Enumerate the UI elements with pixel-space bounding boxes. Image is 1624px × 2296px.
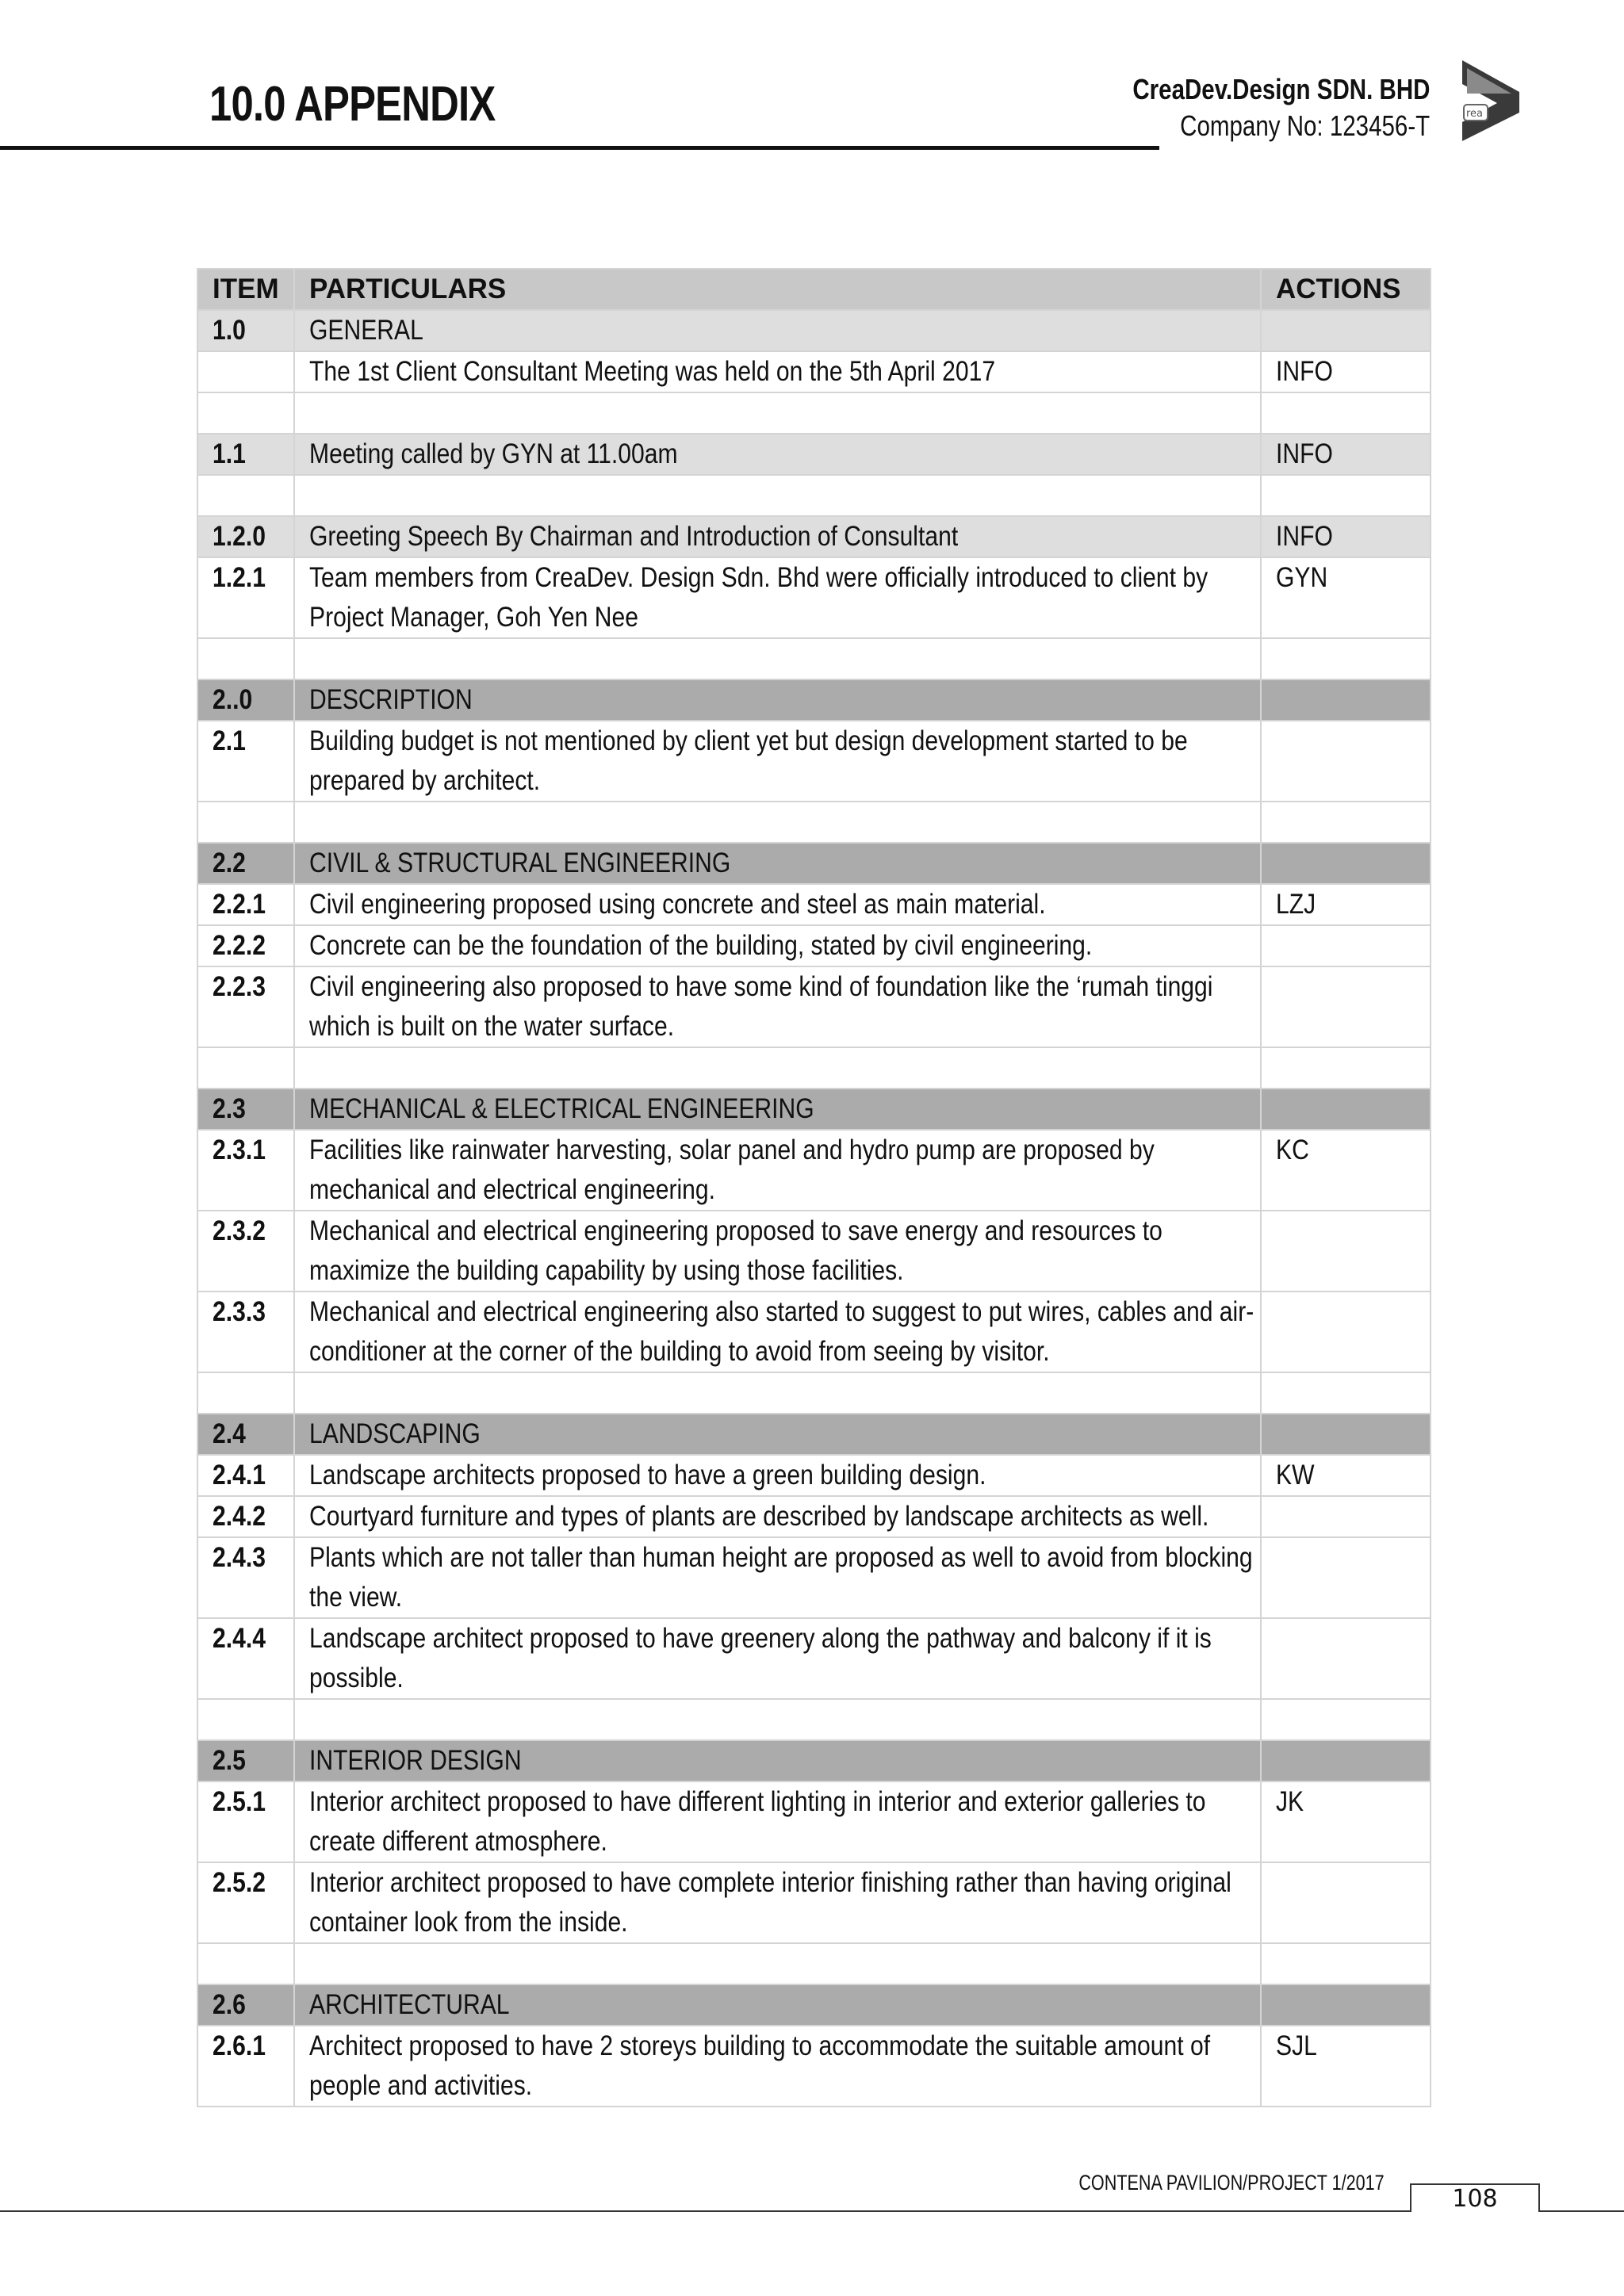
actions-cell: INFO xyxy=(1261,351,1431,392)
item-cell: 2.1 xyxy=(197,721,294,802)
actions-cell xyxy=(1261,925,1431,966)
actions-cell xyxy=(1261,1984,1431,2026)
particulars-cell: Civil engineering also proposed to have some kind of foundation like the ‘rumah tinggi which is built on the water surface. xyxy=(294,966,1261,1047)
page-number: 108 xyxy=(1452,2185,1498,2213)
item-cell: 2.4.1 xyxy=(197,1455,294,1496)
table-row xyxy=(197,1781,1431,1862)
item-cell: 2.3.3 xyxy=(197,1292,294,1372)
item-cell: 1.0 xyxy=(197,310,294,351)
table-spacer-row xyxy=(197,475,1431,516)
item-cell: 2..0 xyxy=(197,679,294,721)
actions-cell xyxy=(1261,1414,1431,1455)
table-row xyxy=(197,2026,1431,2107)
item-cell: 2.5 xyxy=(197,1740,294,1781)
actions-cell xyxy=(1261,392,1431,434)
table-row xyxy=(197,1740,1431,1781)
table-row xyxy=(197,1618,1431,1699)
item-cell: 2.2.2 xyxy=(197,925,294,966)
table-spacer-row xyxy=(197,392,1431,434)
actions-cell xyxy=(1261,1740,1431,1781)
item-cell: 2.6 xyxy=(197,1984,294,2026)
title-underline xyxy=(0,146,1159,150)
table-row xyxy=(197,679,1431,721)
particulars-cell: Greeting Speech By Chairman and Introduction of Consultant xyxy=(294,516,1261,557)
particulars-cell: Landscape architect proposed to have greenery along the pathway and balcony if it is possible. xyxy=(294,1618,1261,1699)
actions-cell xyxy=(1261,1292,1431,1372)
particulars-cell: Civil engineering proposed using concrete and steel as main material. xyxy=(294,884,1261,925)
particulars-cell: The 1st Client Consultant Meeting was held on the 5th April 2017 xyxy=(294,351,1261,392)
particulars-cell: LANDSCAPING xyxy=(294,1414,1261,1455)
item-cell: 2.2.1 xyxy=(197,884,294,925)
particulars-cell: DESCRIPTION xyxy=(294,679,1261,721)
item-cell: 2.3.1 xyxy=(197,1130,294,1211)
column-header-particulars: PARTICULARS xyxy=(294,269,1261,310)
logo-text: rea xyxy=(1466,108,1484,120)
particulars-cell: Interior architect proposed to have different lighting in interior and exterior galleries to create different atmosphere. xyxy=(294,1781,1261,1862)
item-cell: 2.2 xyxy=(197,843,294,884)
table-spacer-row xyxy=(197,638,1431,679)
item-cell: 2.5.2 xyxy=(197,1862,294,1943)
particulars-cell xyxy=(294,392,1261,434)
item-cell xyxy=(197,1372,294,1414)
table-spacer-row xyxy=(197,1372,1431,1414)
item-cell: 1.2.0 xyxy=(197,516,294,557)
particulars-cell: CIVIL & STRUCTURAL ENGINEERING xyxy=(294,843,1261,884)
particulars-cell: Team members from CreaDev. Design Sdn. Bhd were officially introduced to client by Project Manager, Goh Yen Nee xyxy=(294,557,1261,638)
particulars-cell: Mechanical and electrical engineering proposed to save energy and resources to maximize the building capability by using those facilities. xyxy=(294,1211,1261,1292)
table-row xyxy=(197,1984,1431,2026)
item-cell xyxy=(197,392,294,434)
particulars-cell: Mechanical and electrical engineering also started to suggest to put wires, cables and air-conditioner at the corner of the building to avoid from seeing by visitor. xyxy=(294,1292,1261,1372)
actions-cell xyxy=(1261,966,1431,1047)
company-logo-icon xyxy=(1456,57,1527,144)
table-row xyxy=(197,434,1431,475)
particulars-cell xyxy=(294,475,1261,516)
item-cell: 2.6.1 xyxy=(197,2026,294,2107)
actions-cell xyxy=(1261,1618,1431,1699)
particulars-cell xyxy=(294,1047,1261,1089)
table-row xyxy=(197,1130,1431,1211)
actions-cell xyxy=(1261,843,1431,884)
actions-cell: JK xyxy=(1261,1781,1431,1862)
actions-cell xyxy=(1261,1862,1431,1943)
item-cell: 2.3.2 xyxy=(197,1211,294,1292)
item-cell: 2.3 xyxy=(197,1089,294,1130)
actions-cell xyxy=(1261,1372,1431,1414)
table-row xyxy=(197,843,1431,884)
table-row xyxy=(197,966,1431,1047)
table-row xyxy=(197,1455,1431,1496)
item-cell: 2.4 xyxy=(197,1414,294,1455)
footer-project-label: CONTENA PAVILION/PROJECT 1/2017 xyxy=(1078,2171,1385,2195)
particulars-cell: GENERAL xyxy=(294,310,1261,351)
item-cell xyxy=(197,802,294,843)
particulars-cell: Architect proposed to have 2 storeys building to accommodate the suitable amount of people and activities. xyxy=(294,2026,1261,2107)
particulars-cell: Concrete can be the foundation of the building, stated by civil engineering. xyxy=(294,925,1261,966)
table-row xyxy=(197,516,1431,557)
table-spacer-row xyxy=(197,1943,1431,1984)
item-cell xyxy=(197,1699,294,1740)
table-row xyxy=(197,1496,1431,1537)
table-spacer-row xyxy=(197,802,1431,843)
actions-cell xyxy=(1261,1089,1431,1130)
particulars-cell: Landscape architects proposed to have a green building design. xyxy=(294,1455,1261,1496)
particulars-cell: MECHANICAL & ELECTRICAL ENGINEERING xyxy=(294,1089,1261,1130)
table-row xyxy=(197,1537,1431,1618)
actions-cell xyxy=(1261,1496,1431,1537)
particulars-cell xyxy=(294,1699,1261,1740)
particulars-cell: Building budget is not mentioned by client yet but design development started to be prepared by architect. xyxy=(294,721,1261,802)
footer-rule-right xyxy=(1538,2210,1624,2212)
item-cell: 2.4.3 xyxy=(197,1537,294,1618)
actions-cell xyxy=(1261,721,1431,802)
table-row xyxy=(197,884,1431,925)
actions-cell: INFO xyxy=(1261,516,1431,557)
actions-cell xyxy=(1261,1211,1431,1292)
item-cell: 2.4.4 xyxy=(197,1618,294,1699)
particulars-cell: INTERIOR DESIGN xyxy=(294,1740,1261,1781)
footer-rule xyxy=(0,2210,1410,2212)
company-number: Company No: 123456-T xyxy=(1179,109,1430,142)
minutes-table xyxy=(197,268,1431,2107)
item-cell: 2.5.1 xyxy=(197,1781,294,1862)
particulars-cell: Courtyard furniture and types of plants are described by landscape architects as well. xyxy=(294,1496,1261,1537)
table-row xyxy=(197,1414,1431,1455)
item-cell: 1.1 xyxy=(197,434,294,475)
particulars-cell xyxy=(294,638,1261,679)
item-cell xyxy=(197,475,294,516)
particulars-cell: Interior architect proposed to have complete interior finishing rather than having original container look from the inside. xyxy=(294,1862,1261,1943)
table-row xyxy=(197,1211,1431,1292)
particulars-cell: Plants which are not taller than human height are proposed as well to avoid from blocking the view. xyxy=(294,1537,1261,1618)
item-cell xyxy=(197,351,294,392)
table-row xyxy=(197,310,1431,351)
actions-cell: KC xyxy=(1261,1130,1431,1211)
table-row xyxy=(197,721,1431,802)
particulars-cell xyxy=(294,1372,1261,1414)
actions-cell xyxy=(1261,679,1431,721)
actions-cell xyxy=(1261,475,1431,516)
actions-cell: LZJ xyxy=(1261,884,1431,925)
table-row xyxy=(197,351,1431,392)
table-spacer-row xyxy=(197,1699,1431,1740)
table-row xyxy=(197,1862,1431,1943)
table-row xyxy=(197,557,1431,638)
table-row xyxy=(197,1292,1431,1372)
actions-cell xyxy=(1261,1699,1431,1740)
table-spacer-row xyxy=(197,1047,1431,1089)
actions-cell xyxy=(1261,1943,1431,1984)
particulars-cell: ARCHITECTURAL xyxy=(294,1984,1261,2026)
particulars-cell xyxy=(294,802,1261,843)
particulars-cell xyxy=(294,1943,1261,1984)
actions-cell: KW xyxy=(1261,1455,1431,1496)
column-header-item: ITEM xyxy=(197,269,294,310)
page-title: 10.0 APPENDIX xyxy=(209,77,496,132)
particulars-cell: Facilities like rainwater harvesting, solar panel and hydro pump are proposed by mechanical and electrical engineering. xyxy=(294,1130,1261,1211)
actions-cell xyxy=(1261,638,1431,679)
particulars-cell: Meeting called by GYN at 11.00am xyxy=(294,434,1261,475)
actions-cell: SJL xyxy=(1261,2026,1431,2107)
company-name: CreaDev.Design SDN. BHD xyxy=(1132,73,1430,105)
item-cell xyxy=(197,638,294,679)
actions-cell xyxy=(1261,310,1431,351)
item-cell: 2.2.3 xyxy=(197,966,294,1047)
item-cell xyxy=(197,1047,294,1089)
table-header-row xyxy=(197,269,1431,310)
item-cell xyxy=(197,1943,294,1984)
actions-cell xyxy=(1261,1047,1431,1089)
table-row xyxy=(197,1089,1431,1130)
actions-cell xyxy=(1261,802,1431,843)
table-row xyxy=(197,925,1431,966)
column-header-actions: ACTIONS xyxy=(1261,269,1431,310)
actions-cell: INFO xyxy=(1261,434,1431,475)
actions-cell xyxy=(1261,1537,1431,1618)
actions-cell: GYN xyxy=(1261,557,1431,638)
item-cell: 1.2.1 xyxy=(197,557,294,638)
item-cell: 2.4.2 xyxy=(197,1496,294,1537)
